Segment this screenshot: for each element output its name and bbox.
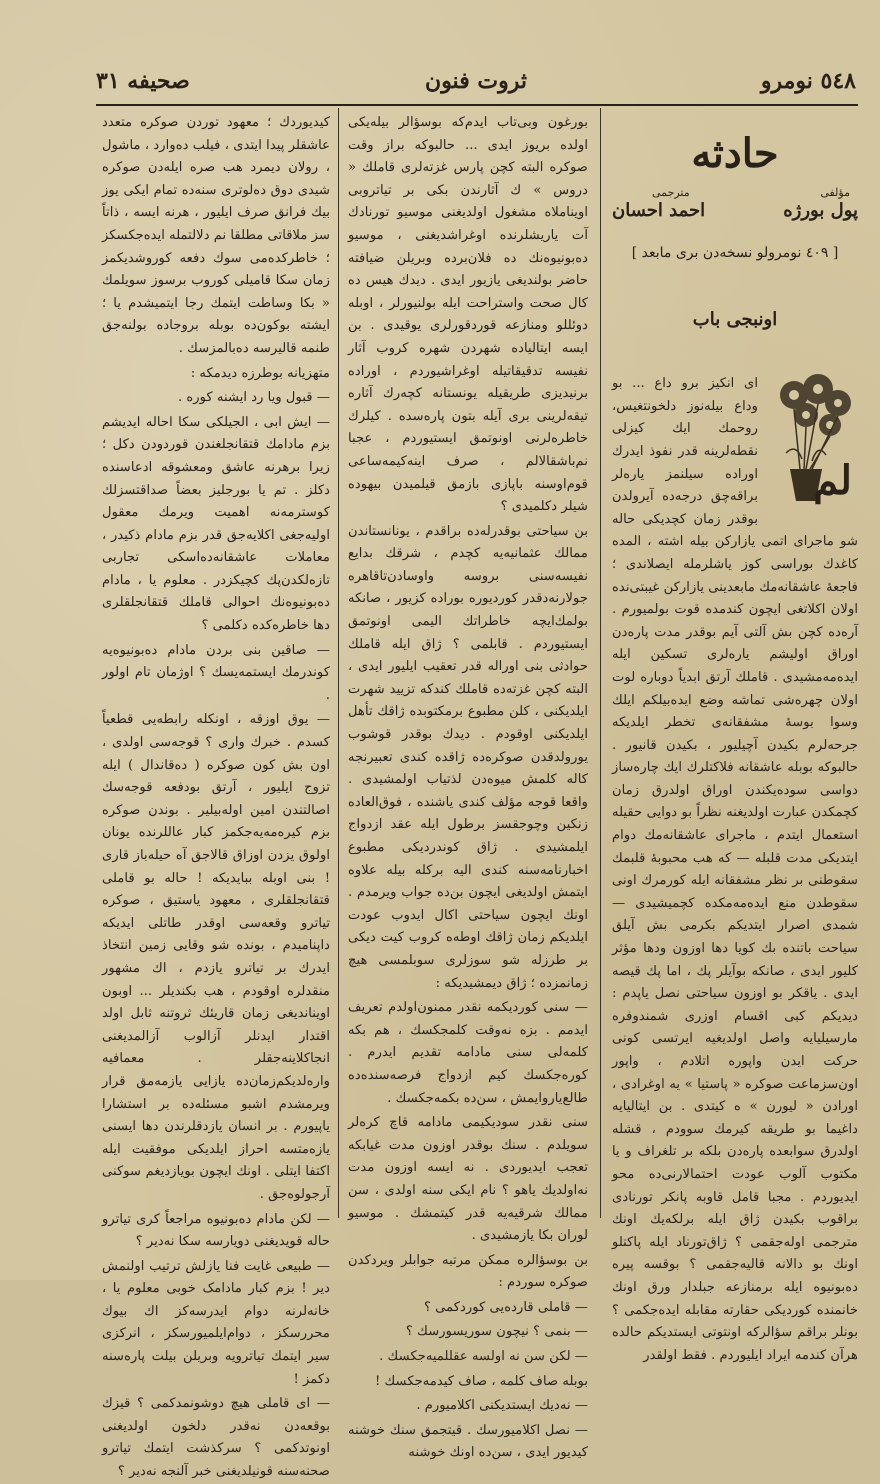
- dialogue-line: — قبول ویا رد ایشنه کوره .: [177, 390, 330, 406]
- decorative-initial-illustration: [766, 373, 858, 505]
- paragraph: متهزیانه بوطرزه دیدمکه :: [190, 365, 330, 381]
- dialogue-line: — نه‌دیك ایستدیکنی اکلامیورم .: [416, 1398, 588, 1414]
- dialogue-line: — لکن سن نه‌ اولسه عقللمیه‌جکسك .: [379, 1349, 588, 1365]
- dialogue-line: — لکن مادام ده‌بونیوه مراجعاً کری تیاترو حاله قویدیغنی دویارسه سکا نه‌دیر ؟: [102, 1211, 330, 1250]
- author-label: مؤلفى: [820, 186, 850, 199]
- paragraph: ای انکیز برو داع ... بو وداع بیله‌نوز دلخونتغیس، روحمك ایك کیزلی نقطه‌لرینه قدر نفوذ ایدرك اوراده سیلنمز یاره‌لر براقه‌چق درجه‌ده آیرولدن بوقدر زمان کچدیکی حاله شو ماجرای اتمی یازارکن بیله اشته ، المده کاغدك بوراسی کوز یاشلرمله ایصلاندی ؛ فاجعهٔ عاشقانه‌مك مابعدینی یازارکن غیبتی‌نده اولان اکلاتغی ایچون کندمده قوت بولمیورم . آره‌ده کچن بش آلتی آیم بوقدر مدت پاره‌دن اوراق اولیشم یاره‌لری تسکین ایله ایده‌مه‌مشیدی . قاملك آرتق ابدیاً دوباره لوت اولان چهره‌شی تماشه وضع ایده‌بیلکم ایلك وسوا بوسهٔ مشفقانه‌ی تخطر ایلدیکه جرحه‌لرم بکیدن آچیلیور ، بکیدن قانیور . حالبوکه بوبله عاشقانه فلاکتلرك ایك چاره‌ساز دواسی سوده‌یکندن اوراق اولدرق زمان کچمکدن عبارت اولدیغنه نظراً بو دوایی حقیله استعمال ایتدم ، ماجرای عاشقانه‌مك دوام ایتدیکی مدت قلبله — که هب محبوبهٔ قلبمك سقوطنی بر نظر مشفقانه ایله کورمرك اونی سقوطدن منع ایده‌مه‌مکده کچمیشیدی — شمدی اصرار ایتدیکم بکرمی بش آیلق سیاحت باتنده بك کویا دها اوزون ودها مؤثر کلیور ایدی ، صانکه بوآیلر پك ، اما پك قیصه ایدی . یاقکر بو اوزون سیاحتی نصل یاپدم : دیدیکم کبی اقسام اوزری شمندوفره مارسیلیایه واصل اولدیغیه ایرتسی کونی حرکت ایدن واپوره اتلادم ، واپور اون‌سزماعت صوکره « پاستیا » یه اوغرادی ، اورادن « لیورن » ه کیتدی . بن ایتالیایه داغیما بو طریقه کیرمك سوودم ، قشله اولدرق سوابعده پاره‌دن بلکه بر تلغراف و یا مکتوب آلوب عودت احتمالارنی‌ده محو ایدیوردم . مجبا قامل قاوبه پانکر تورنادی براقوب بکیدن ژاق ایله برلکه‌یك اونك مترجمی اوله‌جقمی ؟ ژاق‌تورناد ایله پاکتلو اونك بو دالانه قالیه‌جقمی ؟ بوقسه پیره ده‌بونیوه ایله برمنازعه جبلدار ورق اونك خانمنده کوردیکی حقارته مقابله ایده‌جکمی ؟ بونلر براقم سؤالرکه اونتوتی ایستدیکم حالده هرآن کندمه ایراد ایلیوردم . فقط اولقدر: [612, 376, 858, 1363]
- dialogue-line: — طبیعی غایت فنا یازلش ترتیب اولنمش دیر ! بزم کبار مادامک خوبی معلوم یا ، خانه‌لرنه دوام ایدرسه‌کز اك بیوك محررسکز ، دوام‌ایلمیورسکز ، انرکزی سیر ایتمك تیاترویه وبریلن بیلت پاره‌سنه دکمز !: [102, 1258, 330, 1387]
- translator-name: احمد احسان: [612, 200, 706, 221]
- dialogue-line: — نصل اکلامیورسك . قیتجمق سنك خوشنه کیدیور ایدی ، سن‌ده اونك خوشنه: [348, 1422, 588, 1461]
- dialogue-line: — ای قاملی هیچ دوشونمدکمی ؟ قیزك بوقعه‌دن نه‌قدر دلخون اولدیغنی اونوتدکمی ؟ سرکذشت ایتمك تیاترو صحنه‌سنه قونیلدیغنی خبر آلنجه نه‌دیر ؟: [102, 1396, 330, 1480]
- continuation-note: [ ٤٠٩ نومرولو نسخه‌دن بری مابعد ]: [631, 245, 839, 261]
- chapter-heading: اونبجى باب: [692, 308, 778, 330]
- dialogue-line: — صاقین بنی بردن مادام ده‌بونیوه‌یه کوندرمك ایستمه‌یسك ؟ اوژمان تام اولور .: [102, 642, 330, 703]
- dialogue-line: — ایش ابی ، الجیلکی سکا احاله ایدیشم بزم مادامك قتقانجلغندن قوردودن دکل ؛ زیرا برهرنه عاشق ومعشوقه ادعاسنده دکلز . تم یا بورجلیز بعضاً صداقتسزلك کوسترمه‌نه اهمیت ویرمك معقول اولیه‌جغی اکلایه‌جق قدر بزم مادام ذکیدر ، معاملات عاشقانه‌ده‌اسکی تجاربی تازه‌لکدن‌پك کچیکزدر . معلوم یا ، مادام ده‌بونیوه‌نك احوالی قاملك قتقانجلقلری دها خاطره‌کده دکلمی ؟: [102, 414, 330, 634]
- byline: [612, 182, 858, 238]
- column-middle: [348, 112, 588, 1461]
- dialogue-line: — قاملی قارده‌یی کوردکمی ؟: [423, 1299, 588, 1315]
- translator-label: مترجمى: [652, 186, 690, 199]
- chapter-initial-letter: لم: [813, 457, 852, 505]
- paragraph: بورغون وبی‌تاب ایدم‌که بوسؤالر بیله‌یکی اولده بریوز ایدی ... حالبوکه براز وقت صوکره البته کچن پارس غزته‌لری قاملك « دروس » ك آثارندن بکی بر تیاتروبی اویناملاه مشغول اولدیغنی موسیو تورنادك آت یاریشلرنده اوغراشدیغنی ، موسیو ده‌بونیوه‌نك ده فلان‌برده وبریلن ضیافته حاضر بولندیغی یازیور ایدی . دیدك هیس ده کال صحت واستراحت ایله بولنیورلر ، اوبله دوئللو ومنازعه قوردقورلری یوقیدی . بن ایسه ایتالیاده شهردن شهره کروب آثار نفیسه تدقیقاتیله اوغراشیوردم ، اوراده برنیدیزی طریقیله یونستانه کچه‌رك آثاره تیقه‌لرینی بری آیله بتون پاره‌سده . کیلرك خاطره‌لرنی اونوتمق ایستیوردم ، عجبا نم‌باشقالالم ، صرف اینه‌کیمه‌ساعی قوم‌اوسنه باپازی بازمق قیلمیدن بیهوده شیلر دکلمیدی ؟: [348, 115, 588, 515]
- dialogue-line: — بنمی ؟ نیچون سوریسورسك ؟: [405, 1324, 588, 1340]
- dialogue-line: — یوق اوزقه ، اونکله رابطه‌یی قطعیاً کسدم . خبرك واری ؟ قوجه‌سی اولدی ، اون بش کون صوکره ( ده‌قاندال ) ایله تزوج ایلیور ، آرتق بودفعه قوجه‌سك اصالتندن امین اوله‌بیلیر . بوندن صوکره بزم کیره‌مه‌یه‌جکمز کبار عاللرنده یونان اولوق یزدن اوزاق قالاجق آه حیله‌باز قاری ! بنی اوبله ببایدیکه ! حاله بو قاملی قتقانجلقلری ، معهود یاستیق ، صوکره تیاترو وقعه‌سی اوقدر طاتلی ایدیکه داپنامیدم ، بونده شو وقایی زمین انتخاذ ایدرك بر تیاترو یازدم ، اك مشهور منقدلره اوقودم ، هب بکندیلر ... اوبون اویناندیغی زمان قاریئك ثروتنه ثابل اولد اقتدار ایدنلر آزالوب آزالمدیغنی انجاكلاینه‌جقلر . معمافیه واره‌لدیکم‌زمان‌ده یازایی یازمه‌مق قرار ویرمشدم اشبو مسئله‌ده بر استشارا یاپیورم . بر انسان یازدقلرندن دها ایسنی یازه‌متسه احراز ایلدیکی موفقیت ایله اکتفا ایتلی . اونك ایچون بویازدیغم سوکنی آرجولوه‌جق .: [102, 712, 330, 1202]
- paragraph: بن بوسؤالره ممکن مرتبه جوابلر ویردکدن صوکره سوردم :: [348, 1252, 588, 1291]
- paragraph: سنی نقدر سودیکیمی مادامه قاچ کره‌لر سویلدم . سنك بوقدر اوزون مدت غیابکه تعجب ایدیوردی . نه‌ ایسه اوزون مدت نه‌اولدیك یاهو ؟ نام ایکی سنه اولدی ، سن ممالك شرقیه‌یه قدر کیتمشك . موسیو لوران بکا یازمشیدی .: [348, 1115, 588, 1244]
- column-left: [102, 112, 330, 1480]
- column-divider: [338, 108, 339, 1218]
- issue-number: ٥٤٨ نومرو: [760, 68, 856, 94]
- paragraph: بن سیاحتی بوقدرله‌ده براقدم ، یونانستاندن ممالك عثمانیه‌یه کچدم ، شرقك بدایع نفیسه‌سنی بروسه واوسادن‌تاقاهره‌ جولارنه‌دقدر کوردیوره بوراده کزیور ، صانکه بولمك‌ایچه خاطراتك الیمی اونوتمق ایستیوردم . قابلمی ؟ ژاق ایله قاملك حوادثی بنی اوراله قدر تعقیب ایلیور ایدی ، البته کچن غزته‌ده قاملك کندکه تزیید شهرت ایلدیکنی ، کلن مطبوع برمکتوبده ژاقك تأهل ایلدیکنی اوقودم . دیدك بوقدر قوشوب یورولدقدن صوکره‌ده ژاقده کندی تعبیرنجه کاله کلمش میوه‌دن لذتیاب اولمشیدی . واقعا قوجه مؤلف کندی یاشنده ، فوق‌العاده زنکین وچوجقسز برطول ایله عقد ازدواج ایلمشیدی . ژاق کوندردیکی مطبوع اخبارنامه‌سنه کندی الیه برکله بیله علاوه ایتمش اولدیغی ایچون بن‌ده جواب ویرمدم . اونك ایچون سیاحتی اکال ایدوب عودت ایلدیکم زمان ژاقك اوطه‌ه کروب کیت دیکی بر طرزله شو سوزلری سوبلمسی هیچ زمانمزده ؛ ژاق دیمشیدیکه :: [348, 523, 588, 991]
- author-name: پول بورژه: [783, 200, 858, 221]
- page-number: صحيفه ٣١: [96, 68, 190, 94]
- column-divider: [600, 108, 601, 1218]
- paragraph: کیدیوردك ؛ معهود توردن صوکره متعدد عاشقلر پیدا ایتدی ، فیلب ده‌وارد ، ماشول ، رولان دیمرد هب صره‌ ایله‌دن صوکره شیدی دوق ده‌لوتری سنه‌ده تمام ایکی یوز بیك فرانق صرف ایلیور ، هرنه ایسه ، ذاتاً سز ملاقاتی مطلقا نم دلالتمله ایده‌جکسکز ؛ خاطرکده‌می سوك دفعه کوروشدیکمز زمان سکا قامیلی کوروب برسوز سویلمك « بکا وساطت ایتمك رجا ایتمیشدم یا ؛ ایشته بوکون‌ده بوبله بروجاده بولنه‌جق طنمه قالیرسه ده‌بالمزسك .: [102, 115, 330, 356]
- column-right: [612, 112, 858, 1363]
- journal-name: ثروت فنون: [425, 68, 527, 94]
- page-header: [96, 62, 856, 102]
- header-rule: [96, 104, 858, 106]
- dialogue-line: — سنی کوردیکمه نقدر ممنون‌اولدم تعریف ایدمم . بزه نه‌وقت کلمجکسك ، هم بکه کلمه‌لی سنی مادامه تقدیم ایدرم . کوره‌جکسك‌ کیم ازدواج فرصه‌سنده‌ده طالع‌یارو‌ایمش ، سن‌ده بکمه‌جکسك .: [348, 1000, 588, 1106]
- story-title: حادثه: [691, 130, 779, 177]
- paragraph: بوبله صاف کلمه ، صاف کیدمه‌جکسك !: [374, 1373, 588, 1389]
